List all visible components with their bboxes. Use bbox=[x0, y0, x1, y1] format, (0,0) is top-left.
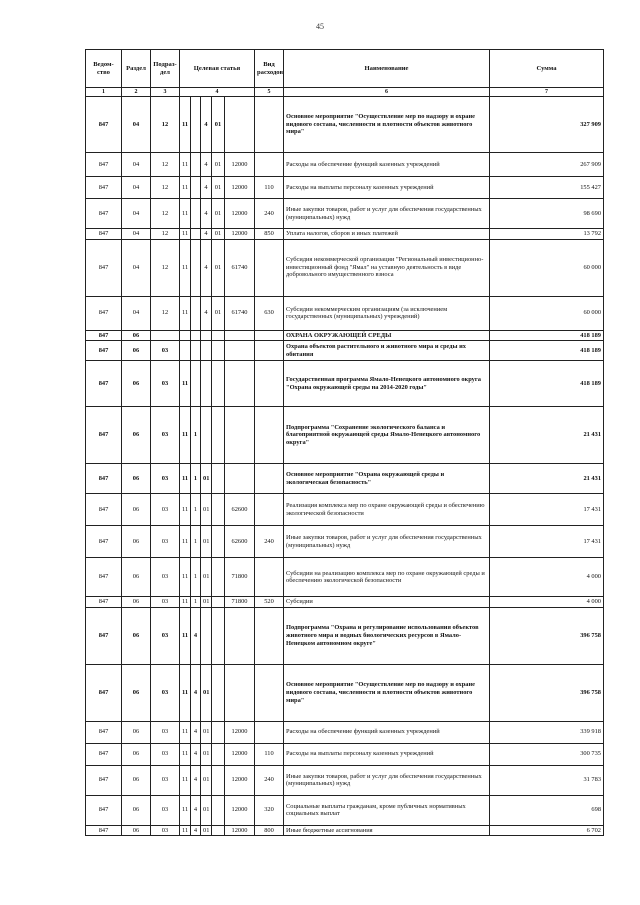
cell-program bbox=[180, 341, 191, 361]
cell-vid-rashodov: 240 bbox=[255, 765, 284, 795]
cell-podrazdel: 12 bbox=[151, 97, 180, 153]
cell-vedomstvo: 847 bbox=[86, 239, 122, 296]
cell-event-code: 01 bbox=[212, 97, 225, 153]
cell-vedomstvo: 847 bbox=[86, 296, 122, 330]
cell-program: 11 bbox=[180, 526, 191, 558]
table-row bbox=[86, 407, 604, 464]
cell-vid-rashodov: 630 bbox=[255, 296, 284, 330]
cell-vedomstvo: 847 bbox=[86, 199, 122, 229]
table-row bbox=[86, 825, 604, 836]
cell-subprogram: 4 bbox=[191, 825, 201, 836]
cell-event: 01 bbox=[201, 526, 212, 558]
cell-vid-rashodov: 850 bbox=[255, 229, 284, 240]
cell-direction bbox=[225, 361, 255, 407]
cell-razdel: 04 bbox=[122, 97, 151, 153]
cell-naimenovanie: Социальные выплаты гражданам, кроме публичных нормативных социальных выплат bbox=[284, 795, 490, 825]
cell-naimenovanie: Субсидии на реализацию комплекса мер по охране окружающей среды и обеспечению экологической безопасности bbox=[284, 558, 490, 597]
cell-summa: 339 918 bbox=[490, 721, 604, 743]
cell-vid-rashodov bbox=[255, 664, 284, 721]
cell-naimenovanie: Основное мероприятие "Осуществление мер по надзору и охране видового состава, численности и плотности объектов животного мира" bbox=[284, 97, 490, 153]
cell-program: 11 bbox=[180, 664, 191, 721]
cell-summa: 4 000 bbox=[490, 597, 604, 608]
cell-event-code bbox=[212, 597, 225, 608]
cell-program: 11 bbox=[180, 464, 191, 494]
cell-direction bbox=[225, 664, 255, 721]
cell-program: 11 bbox=[180, 765, 191, 795]
cell-razdel: 04 bbox=[122, 177, 151, 199]
cell-program: 11 bbox=[180, 597, 191, 608]
cell-vedomstvo: 847 bbox=[86, 330, 122, 341]
cell-subprogram bbox=[191, 229, 201, 240]
header-vedomstvo: Ведом-ство bbox=[86, 50, 122, 88]
cell-naimenovanie: Иные бюджетные ассигнования bbox=[284, 825, 490, 836]
page-number: 45 bbox=[316, 22, 324, 31]
cell-vid-rashodov: 520 bbox=[255, 597, 284, 608]
cell-vid-rashodov bbox=[255, 97, 284, 153]
cell-razdel: 06 bbox=[122, 330, 151, 341]
cell-razdel: 04 bbox=[122, 239, 151, 296]
cell-vedomstvo: 847 bbox=[86, 361, 122, 407]
cell-subprogram: 1 bbox=[191, 526, 201, 558]
cell-podrazdel: 03 bbox=[151, 341, 180, 361]
cell-program: 11 bbox=[180, 721, 191, 743]
cell-event-code bbox=[212, 607, 225, 664]
cell-naimenovanie: Уплата налогов, сборов и иных платежей bbox=[284, 229, 490, 240]
cell-summa: 267 909 bbox=[490, 153, 604, 177]
cell-event-code bbox=[212, 361, 225, 407]
cell-subprogram: 1 bbox=[191, 597, 201, 608]
header-num-1: 1 bbox=[86, 88, 122, 97]
cell-direction bbox=[225, 330, 255, 341]
cell-subprogram bbox=[191, 199, 201, 229]
cell-razdel: 06 bbox=[122, 795, 151, 825]
cell-direction: 71800 bbox=[225, 558, 255, 597]
table-row bbox=[86, 464, 604, 494]
header-num-3: 3 bbox=[151, 88, 180, 97]
cell-event: 4 bbox=[201, 199, 212, 229]
cell-direction: 62600 bbox=[225, 526, 255, 558]
header-summa: Сумма bbox=[490, 50, 604, 88]
cell-vid-rashodov: 800 bbox=[255, 825, 284, 836]
cell-naimenovanie: Субсидии bbox=[284, 597, 490, 608]
cell-naimenovanie: Субсидии некоммерческим организациям (за исключением государственных (муниципальных) учреждений) bbox=[284, 296, 490, 330]
cell-direction bbox=[225, 607, 255, 664]
cell-event bbox=[201, 341, 212, 361]
cell-subprogram bbox=[191, 153, 201, 177]
cell-razdel: 06 bbox=[122, 407, 151, 464]
cell-subprogram: 4 bbox=[191, 795, 201, 825]
cell-naimenovanie: ОХРАНА ОКРУЖАЮЩЕЙ СРЕДЫ bbox=[284, 330, 490, 341]
cell-event: 01 bbox=[201, 664, 212, 721]
cell-podrazdel: 12 bbox=[151, 296, 180, 330]
cell-summa: 6 702 bbox=[490, 825, 604, 836]
header-row bbox=[86, 50, 604, 88]
cell-direction bbox=[225, 97, 255, 153]
header-num-6: 6 bbox=[284, 88, 490, 97]
cell-subprogram: 1 bbox=[191, 558, 201, 597]
cell-vid-rashodov: 240 bbox=[255, 526, 284, 558]
cell-vedomstvo: 847 bbox=[86, 607, 122, 664]
cell-summa: 21 431 bbox=[490, 464, 604, 494]
cell-event bbox=[201, 361, 212, 407]
cell-event: 01 bbox=[201, 795, 212, 825]
table-row bbox=[86, 494, 604, 526]
cell-program: 11 bbox=[180, 361, 191, 407]
header-podrazdel: Подраз-дел bbox=[151, 50, 180, 88]
cell-event-code bbox=[212, 765, 225, 795]
cell-vid-rashodov bbox=[255, 361, 284, 407]
cell-vedomstvo: 847 bbox=[86, 721, 122, 743]
cell-razdel: 06 bbox=[122, 464, 151, 494]
cell-summa: 21 431 bbox=[490, 407, 604, 464]
cell-podrazdel: 12 bbox=[151, 199, 180, 229]
table-row bbox=[86, 153, 604, 177]
cell-vid-rashodov bbox=[255, 494, 284, 526]
table-row bbox=[86, 177, 604, 199]
cell-event-code bbox=[212, 743, 225, 765]
cell-vedomstvo: 847 bbox=[86, 153, 122, 177]
cell-razdel: 06 bbox=[122, 765, 151, 795]
cell-naimenovanie: Субсидия некоммерческой организации "Региональный инвестиционно-инвестиционный фонд "Ямал" на уставную деятельность в виде добровольного имущественного взноса bbox=[284, 239, 490, 296]
cell-event-code bbox=[212, 494, 225, 526]
cell-direction: 12000 bbox=[225, 229, 255, 240]
cell-direction: 61740 bbox=[225, 296, 255, 330]
cell-direction: 12000 bbox=[225, 795, 255, 825]
cell-razdel: 06 bbox=[122, 664, 151, 721]
cell-razdel: 06 bbox=[122, 494, 151, 526]
cell-podrazdel: 03 bbox=[151, 743, 180, 765]
cell-vedomstvo: 847 bbox=[86, 795, 122, 825]
cell-summa: 4 000 bbox=[490, 558, 604, 597]
cell-vid-rashodov bbox=[255, 558, 284, 597]
cell-podrazdel: 12 bbox=[151, 177, 180, 199]
cell-event-code: 01 bbox=[212, 177, 225, 199]
cell-event-code: 01 bbox=[212, 199, 225, 229]
cell-subprogram: 4 bbox=[191, 664, 201, 721]
table-row bbox=[86, 795, 604, 825]
table-row bbox=[86, 199, 604, 229]
cell-naimenovanie: Иные закупки товаров, работ и услуг для обеспечения государственных (муниципальных) нужд bbox=[284, 199, 490, 229]
cell-event-code bbox=[212, 407, 225, 464]
cell-program: 11 bbox=[180, 153, 191, 177]
cell-razdel: 04 bbox=[122, 199, 151, 229]
table-row bbox=[86, 361, 604, 407]
cell-vedomstvo: 847 bbox=[86, 597, 122, 608]
cell-summa: 17 431 bbox=[490, 494, 604, 526]
cell-direction bbox=[225, 464, 255, 494]
table-row bbox=[86, 607, 604, 664]
cell-event bbox=[201, 607, 212, 664]
cell-vid-rashodov bbox=[255, 464, 284, 494]
cell-razdel: 06 bbox=[122, 526, 151, 558]
table-row bbox=[86, 743, 604, 765]
cell-event-code: 01 bbox=[212, 229, 225, 240]
cell-podrazdel: 03 bbox=[151, 558, 180, 597]
cell-razdel: 06 bbox=[122, 825, 151, 836]
cell-program: 11 bbox=[180, 407, 191, 464]
cell-direction: 61740 bbox=[225, 239, 255, 296]
cell-vedomstvo: 847 bbox=[86, 825, 122, 836]
cell-vedomstvo: 847 bbox=[86, 526, 122, 558]
cell-direction bbox=[225, 407, 255, 464]
cell-program: 11 bbox=[180, 494, 191, 526]
cell-podrazdel: 12 bbox=[151, 239, 180, 296]
cell-naimenovanie: Расходы на выплаты персоналу казенных учреждений bbox=[284, 743, 490, 765]
cell-summa: 327 909 bbox=[490, 97, 604, 153]
cell-summa: 418 189 bbox=[490, 330, 604, 341]
cell-event-code bbox=[212, 664, 225, 721]
cell-razdel: 06 bbox=[122, 361, 151, 407]
cell-event: 01 bbox=[201, 743, 212, 765]
cell-summa: 60 000 bbox=[490, 239, 604, 296]
header-number-row bbox=[86, 88, 604, 97]
cell-vid-rashodov bbox=[255, 721, 284, 743]
cell-direction bbox=[225, 341, 255, 361]
cell-vid-rashodov bbox=[255, 407, 284, 464]
cell-event: 01 bbox=[201, 597, 212, 608]
table-row bbox=[86, 229, 604, 240]
cell-program: 11 bbox=[180, 743, 191, 765]
header-num-7: 7 bbox=[490, 88, 604, 97]
cell-program: 11 bbox=[180, 229, 191, 240]
cell-subprogram bbox=[191, 330, 201, 341]
cell-naimenovanie: Иные закупки товаров, работ и услуг для обеспечения государственных (муниципальных) нужд bbox=[284, 765, 490, 795]
cell-razdel: 06 bbox=[122, 607, 151, 664]
cell-event-code bbox=[212, 341, 225, 361]
cell-subprogram bbox=[191, 341, 201, 361]
cell-vid-rashodov: 320 bbox=[255, 795, 284, 825]
cell-summa: 396 758 bbox=[490, 664, 604, 721]
cell-direction: 71800 bbox=[225, 597, 255, 608]
cell-podrazdel: 03 bbox=[151, 664, 180, 721]
cell-vedomstvo: 847 bbox=[86, 97, 122, 153]
cell-event: 4 bbox=[201, 296, 212, 330]
cell-direction: 12000 bbox=[225, 153, 255, 177]
cell-summa: 396 758 bbox=[490, 607, 604, 664]
cell-program: 11 bbox=[180, 177, 191, 199]
cell-event: 4 bbox=[201, 229, 212, 240]
cell-vid-rashodov bbox=[255, 153, 284, 177]
cell-subprogram bbox=[191, 177, 201, 199]
cell-podrazdel: 12 bbox=[151, 229, 180, 240]
header-razdel: Раздел bbox=[122, 50, 151, 88]
cell-razdel: 04 bbox=[122, 296, 151, 330]
cell-event: 4 bbox=[201, 239, 212, 296]
cell-event: 4 bbox=[201, 177, 212, 199]
cell-podrazdel: 03 bbox=[151, 765, 180, 795]
table-row bbox=[86, 721, 604, 743]
table-row bbox=[86, 97, 604, 153]
cell-vid-rashodov: 240 bbox=[255, 199, 284, 229]
cell-naimenovanie: Подпрограмма "Сохранение экологического баланса и благоприятной окружающей среды Ямало-Ненецкого автономного округа" bbox=[284, 407, 490, 464]
cell-podrazdel: 03 bbox=[151, 361, 180, 407]
cell-event: 4 bbox=[201, 153, 212, 177]
cell-naimenovanie: Охрана объектов растительного и животного мира и среды их обитания bbox=[284, 341, 490, 361]
cell-podrazdel: 03 bbox=[151, 407, 180, 464]
cell-razdel: 06 bbox=[122, 558, 151, 597]
cell-naimenovanie: Государственная программа Ямало-Ненецкого автономного округа "Охрана окружающей среды на 2014-2020 годы" bbox=[284, 361, 490, 407]
cell-subprogram: 4 bbox=[191, 765, 201, 795]
cell-summa: 418 189 bbox=[490, 361, 604, 407]
cell-event-code bbox=[212, 330, 225, 341]
cell-subprogram: 1 bbox=[191, 464, 201, 494]
header-num-2: 2 bbox=[122, 88, 151, 97]
cell-program: 11 bbox=[180, 558, 191, 597]
cell-podrazdel: 03 bbox=[151, 825, 180, 836]
cell-program: 11 bbox=[180, 795, 191, 825]
header-naimenovanie: Наименование bbox=[284, 50, 490, 88]
cell-subprogram: 1 bbox=[191, 494, 201, 526]
cell-subprogram: 4 bbox=[191, 721, 201, 743]
cell-vedomstvo: 847 bbox=[86, 743, 122, 765]
cell-podrazdel bbox=[151, 330, 180, 341]
cell-event-code bbox=[212, 526, 225, 558]
cell-program: 11 bbox=[180, 825, 191, 836]
cell-naimenovanie: Реализация комплекса мер по охране окружающей среды и обеспечению экологической безопасности bbox=[284, 494, 490, 526]
table-row bbox=[86, 296, 604, 330]
header-celevaya-statya: Целевая статья bbox=[180, 50, 255, 88]
cell-summa: 13 792 bbox=[490, 229, 604, 240]
cell-razdel: 06 bbox=[122, 597, 151, 608]
cell-vedomstvo: 847 bbox=[86, 341, 122, 361]
table-row bbox=[86, 558, 604, 597]
cell-event-code bbox=[212, 464, 225, 494]
cell-event: 01 bbox=[201, 494, 212, 526]
cell-subprogram: 1 bbox=[191, 407, 201, 464]
cell-event: 01 bbox=[201, 825, 212, 836]
cell-event-code bbox=[212, 558, 225, 597]
table-body bbox=[86, 97, 604, 836]
cell-vid-rashodov bbox=[255, 330, 284, 341]
cell-program: 11 bbox=[180, 199, 191, 229]
cell-podrazdel: 03 bbox=[151, 607, 180, 664]
cell-direction: 12000 bbox=[225, 177, 255, 199]
cell-summa: 60 000 bbox=[490, 296, 604, 330]
table-row bbox=[86, 239, 604, 296]
cell-podrazdel: 03 bbox=[151, 597, 180, 608]
table-row bbox=[86, 341, 604, 361]
cell-vid-rashodov bbox=[255, 341, 284, 361]
cell-summa: 698 bbox=[490, 795, 604, 825]
cell-event-code: 01 bbox=[212, 296, 225, 330]
cell-vedomstvo: 847 bbox=[86, 229, 122, 240]
cell-program: 11 bbox=[180, 97, 191, 153]
cell-vedomstvo: 847 bbox=[86, 664, 122, 721]
cell-event-code bbox=[212, 721, 225, 743]
cell-summa: 17 431 bbox=[490, 526, 604, 558]
cell-event bbox=[201, 330, 212, 341]
cell-razdel: 04 bbox=[122, 229, 151, 240]
cell-direction: 12000 bbox=[225, 743, 255, 765]
cell-direction: 12000 bbox=[225, 825, 255, 836]
cell-program: 11 bbox=[180, 607, 191, 664]
cell-program: 11 bbox=[180, 239, 191, 296]
cell-event: 01 bbox=[201, 721, 212, 743]
cell-naimenovanie: Расходы на выплаты персоналу казенных учреждений bbox=[284, 177, 490, 199]
table-row bbox=[86, 597, 604, 608]
cell-vid-rashodov: 110 bbox=[255, 177, 284, 199]
cell-subprogram bbox=[191, 97, 201, 153]
cell-program: 11 bbox=[180, 296, 191, 330]
cell-summa: 300 735 bbox=[490, 743, 604, 765]
cell-vedomstvo: 847 bbox=[86, 464, 122, 494]
table-row bbox=[86, 765, 604, 795]
cell-vid-rashodov bbox=[255, 239, 284, 296]
cell-summa: 98 690 bbox=[490, 199, 604, 229]
table-row bbox=[86, 664, 604, 721]
cell-event: 4 bbox=[201, 97, 212, 153]
cell-vedomstvo: 847 bbox=[86, 558, 122, 597]
cell-subprogram: 4 bbox=[191, 607, 201, 664]
cell-vedomstvo: 847 bbox=[86, 407, 122, 464]
cell-subprogram bbox=[191, 239, 201, 296]
cell-naimenovanie: Расходы на обеспечение функций казенных учреждений bbox=[284, 153, 490, 177]
cell-direction: 12000 bbox=[225, 199, 255, 229]
cell-vedomstvo: 847 bbox=[86, 177, 122, 199]
cell-subprogram bbox=[191, 296, 201, 330]
cell-razdel: 06 bbox=[122, 341, 151, 361]
cell-naimenovanie: Основное мероприятие "Охрана окружающей среды и экологическая безопасность" bbox=[284, 464, 490, 494]
cell-vedomstvo: 847 bbox=[86, 494, 122, 526]
cell-subprogram bbox=[191, 361, 201, 407]
cell-event-code: 01 bbox=[212, 153, 225, 177]
cell-summa: 418 189 bbox=[490, 341, 604, 361]
budget-table bbox=[85, 49, 604, 836]
cell-podrazdel: 03 bbox=[151, 526, 180, 558]
cell-summa: 155 427 bbox=[490, 177, 604, 199]
cell-event: 01 bbox=[201, 464, 212, 494]
cell-event: 01 bbox=[201, 558, 212, 597]
cell-event: 01 bbox=[201, 765, 212, 795]
cell-vid-rashodov bbox=[255, 607, 284, 664]
cell-direction: 62600 bbox=[225, 494, 255, 526]
cell-event-code: 01 bbox=[212, 239, 225, 296]
cell-vedomstvo: 847 bbox=[86, 765, 122, 795]
cell-naimenovanie: Основное мероприятие "Осуществление мер по надзору и охране видового состава, численности и плотности объектов животного мира" bbox=[284, 664, 490, 721]
header-num-5: 5 bbox=[255, 88, 284, 97]
cell-summa: 31 783 bbox=[490, 765, 604, 795]
cell-podrazdel: 03 bbox=[151, 464, 180, 494]
cell-razdel: 06 bbox=[122, 721, 151, 743]
table-row bbox=[86, 526, 604, 558]
cell-podrazdel: 12 bbox=[151, 153, 180, 177]
cell-podrazdel: 03 bbox=[151, 795, 180, 825]
cell-razdel: 04 bbox=[122, 153, 151, 177]
cell-direction: 12000 bbox=[225, 721, 255, 743]
cell-subprogram: 4 bbox=[191, 743, 201, 765]
header-num-4: 4 bbox=[180, 88, 255, 97]
cell-event-code bbox=[212, 795, 225, 825]
cell-razdel: 06 bbox=[122, 743, 151, 765]
cell-vid-rashodov: 110 bbox=[255, 743, 284, 765]
cell-naimenovanie: Расходы на обеспечение функций казенных учреждений bbox=[284, 721, 490, 743]
cell-program bbox=[180, 330, 191, 341]
table-row bbox=[86, 330, 604, 341]
cell-naimenovanie: Иные закупки товаров, работ и услуг для обеспечения государственных (муниципальных) нужд bbox=[284, 526, 490, 558]
cell-event bbox=[201, 407, 212, 464]
cell-event-code bbox=[212, 825, 225, 836]
cell-podrazdel: 03 bbox=[151, 721, 180, 743]
cell-podrazdel: 03 bbox=[151, 494, 180, 526]
header-vid-rashodov: Вид расходов bbox=[255, 50, 284, 88]
cell-direction: 12000 bbox=[225, 765, 255, 795]
cell-naimenovanie: Подпрограмма "Охрана и регулирование использования объектов животного мира и водных биологических ресурсов в Ямало-Ненецком автономном округе" bbox=[284, 607, 490, 664]
